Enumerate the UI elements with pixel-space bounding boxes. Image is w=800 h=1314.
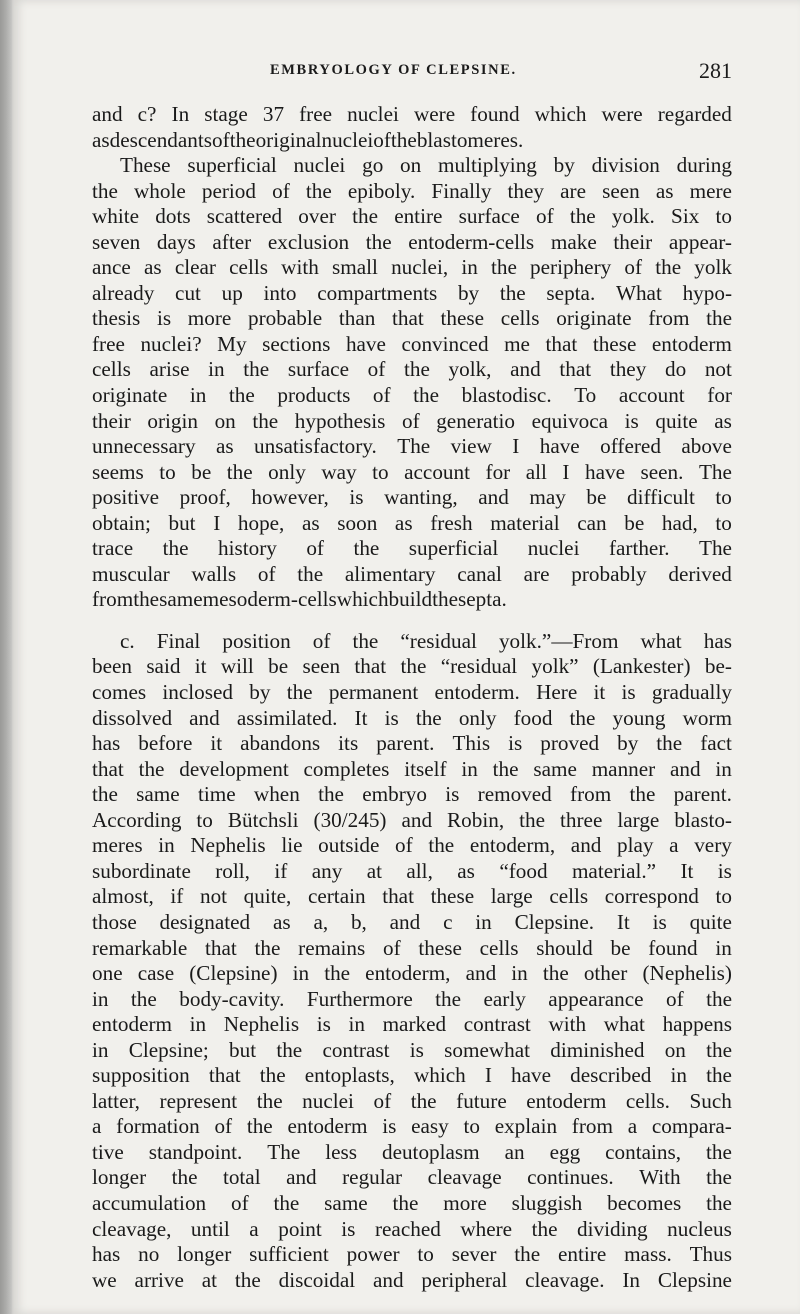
text-line: meres in Nephelis lie outside of the entoderm, and play a very (92, 833, 732, 858)
text-line: subordinate roll, if any at all, as “food material.” It is (92, 858, 732, 883)
text-line: been said it will be seen that the “residual yolk” (Lankester) be- (92, 654, 732, 679)
binding-shadow (0, 0, 14, 1314)
page-body (92, 102, 732, 1293)
text-line: cells arise in the surface of the yolk, and that they do not (92, 357, 732, 382)
text-line: comes inclosed by the permanent entoderm. Here it is gradually (92, 680, 732, 705)
text-line: unnecessary as unsatisfactory. The view I have offered above (92, 434, 732, 459)
text-line: has no longer sufficient power to sever the entire mass. Thus (92, 1242, 732, 1267)
text-line: dissolved and assimilated. It is the only food the young worm (92, 705, 732, 730)
paragraph-2 (92, 153, 732, 613)
text-line: accumulation of the same the more sluggish becomes the (92, 1190, 732, 1215)
page-number: 281 (699, 58, 732, 83)
text-line: we arrive at the discoidal and peripheral cleavage. In Clepsine (92, 1267, 732, 1292)
text-line: that the development completes itself in the same manner and in (92, 756, 732, 781)
text-line: free nuclei? My sections have convinced me that these entoderm (92, 331, 732, 356)
text-line: one case (Clepsine) in the entoderm, and in the other (Nephelis) (92, 961, 732, 986)
running-head: EMBRYOLOGY OF CLEPSINE. (270, 62, 517, 78)
text-line: in the body-cavity. Furthermore the early appearance of the (92, 986, 732, 1011)
page-header (92, 58, 732, 92)
text-line: cleavage, until a point is reached where the dividing nucleus (92, 1216, 732, 1241)
text-line: c. Final position of the “residual yolk.”—From what has (120, 628, 732, 653)
paragraph-3 (92, 629, 732, 1293)
text-line: the whole period of the epiboly. Finally they are seen as mere (92, 178, 732, 203)
text-line: as descendants of the original nuclei of the blastomeres. (92, 127, 524, 152)
text-line: positive proof, however, is wanting, and may be difficult to (92, 485, 732, 510)
text-line: thesis is more probable than that these cells originate from the (92, 306, 732, 331)
text-line: tive standpoint. The less deutoplasm an egg contains, the (92, 1139, 732, 1164)
section-gap (92, 613, 732, 629)
text-line: their origin on the hypothesis of generatio equivoca is quite as (92, 408, 732, 433)
text-line: According to Bütchsli (30/245) and Robin, the three large blasto- (92, 807, 732, 832)
text-line: muscular walls of the alimentary canal are probably derived (92, 561, 732, 586)
text-line: those designated as a, b, and c in Clepsine. It is quite (92, 909, 732, 934)
text-line: originate in the products of the blastodisc. To account for (92, 383, 732, 408)
text-line: remarkable that the remains of these cells should be found in (92, 935, 732, 960)
text-line: already cut up into compartments by the septa. What hypo- (92, 280, 732, 305)
paragraph-1 (92, 102, 732, 153)
text-line: seven days after exclusion the entoderm-cells make their appear- (92, 229, 732, 254)
text-line: white dots scattered over the entire surface of the yolk. Six to (92, 204, 732, 229)
text-line: in Clepsine; but the contrast is somewhat diminished on the (92, 1037, 732, 1062)
text-line: These superficial nuclei go on multiplying by division during (120, 153, 732, 178)
text-line: a formation of the entoderm is easy to explain from a compara- (92, 1114, 732, 1139)
text-line: almost, if not quite, certain that these large cells correspond to (92, 884, 732, 909)
text-line: and c? In stage 37 free nuclei were found which were regarded (92, 102, 732, 126)
text-line: from the same mesoderm-cells which build the septa. (92, 587, 507, 612)
text-line: obtain; but I hope, as soon as fresh material can be had, to (92, 510, 732, 535)
text-line: latter, represent the nuclei of the future entoderm cells. Such (92, 1088, 732, 1113)
text-line: ance as clear cells with small nuclei, in the periphery of the yolk (92, 255, 732, 280)
text-line: has before it abandons its parent. This is proved by the fact (92, 731, 732, 756)
text-line: supposition that the entoplasts, which I have described in the (92, 1063, 732, 1088)
text-line: seems to be the only way to account for all I have seen. The (92, 459, 732, 484)
text-line: trace the history of the superficial nuclei farther. The (92, 536, 732, 561)
text-line: the same time when the embryo is removed from the parent. (92, 782, 732, 807)
text-line: entoderm in Nephelis is in marked contrast with what happens (92, 1012, 732, 1037)
text-line: longer the total and regular cleavage continues. With the (92, 1165, 732, 1190)
